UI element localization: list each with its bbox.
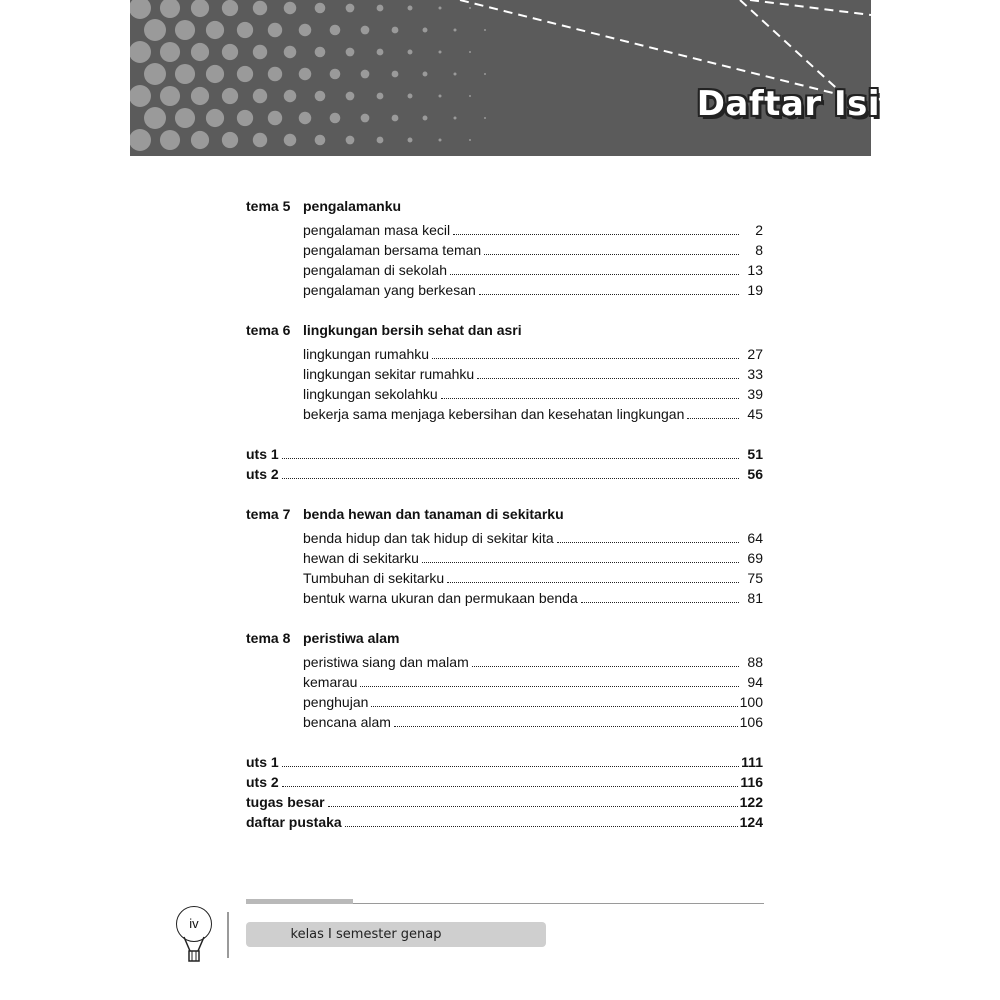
dot-leader — [557, 529, 739, 543]
toc-entry-daftar-pustaka[interactable] — [246, 812, 763, 832]
halftone-dot — [253, 45, 267, 59]
entry-label: bekerja sama menjaga kebersihan dan kesehatan lingkungan — [303, 406, 685, 422]
halftone-dot — [484, 73, 486, 75]
halftone-dot — [268, 67, 282, 81]
theme-title: peristiwa alam — [303, 630, 400, 646]
entry-label: bentuk warna ukuran dan permukaan benda — [303, 590, 578, 606]
table-of-contents — [246, 196, 763, 832]
dot-leader — [345, 813, 738, 827]
halftone-dot — [408, 94, 413, 99]
page-number-badge — [176, 906, 212, 962]
entry-page: 88 — [747, 654, 763, 670]
theme-heading-6[interactable] — [246, 320, 763, 340]
halftone-dot — [206, 65, 224, 83]
entry-page: 111 — [741, 754, 763, 770]
dot-leader — [479, 281, 739, 295]
halftone-dot — [439, 51, 442, 54]
halftone-dot — [160, 130, 180, 150]
entry-label: lingkungan rumahku — [303, 346, 430, 362]
halftone-dot — [346, 92, 355, 101]
balloon-basket-icon — [176, 906, 212, 966]
entry-label: uts 1 — [246, 446, 279, 462]
halftone-dot — [253, 89, 267, 103]
halftone-dot — [222, 44, 238, 60]
entry-label: lingkungan sekolahku — [303, 386, 438, 402]
halftone-dot — [191, 0, 209, 17]
halftone-dot — [284, 2, 297, 15]
dot-leader — [282, 445, 739, 459]
halftone-dot — [130, 0, 151, 19]
halftone-dot — [237, 110, 253, 126]
halftone-dot — [484, 117, 486, 119]
halftone-dot — [284, 134, 297, 147]
halftone-dot — [377, 93, 384, 100]
theme-title: pengalamanku — [303, 198, 402, 214]
toc-entry[interactable] — [303, 588, 763, 608]
dot-leader — [450, 261, 739, 275]
halftone-dot — [423, 28, 428, 33]
entry-page: 19 — [747, 282, 763, 298]
toc-entry[interactable] — [303, 652, 763, 672]
halftone-dot — [377, 49, 384, 56]
dot-leader — [394, 713, 738, 727]
dot-leader — [328, 793, 738, 807]
dot-pattern-decoration — [130, 0, 871, 156]
dot-leader — [472, 653, 739, 667]
dot-leader — [484, 241, 739, 255]
toc-entry[interactable] — [303, 692, 763, 712]
toc-entry[interactable] — [303, 364, 763, 384]
entry-label: peristiwa siang dan malam — [303, 654, 469, 670]
halftone-dot — [253, 133, 267, 147]
halftone-dot — [160, 0, 180, 18]
entry-page: 27 — [747, 346, 763, 362]
halftone-dot — [222, 132, 238, 148]
entry-label: hewan di sekitarku — [303, 550, 419, 566]
halftone-dot — [299, 24, 312, 37]
theme-number: tema 7 — [246, 506, 291, 522]
entry-label: kemarau — [303, 674, 358, 690]
footer-divider — [227, 912, 229, 958]
halftone-dot — [330, 25, 341, 36]
entry-page: 75 — [747, 570, 763, 586]
entry-page: 8 — [755, 242, 763, 258]
dot-leader — [282, 753, 739, 767]
halftone-dot — [130, 41, 151, 63]
halftone-dot — [469, 95, 471, 97]
theme-number: tema 5 — [246, 198, 291, 214]
page-number: iv — [189, 916, 199, 931]
halftone-dot — [206, 21, 224, 39]
theme-title: benda hewan dan tanaman di sekitarku — [303, 506, 564, 522]
halftone-dot — [469, 139, 471, 141]
halftone-dot — [144, 19, 166, 41]
theme-number: tema 8 — [246, 630, 291, 646]
entry-page: 106 — [739, 714, 763, 730]
halftone-dot — [330, 113, 341, 124]
halftone-dot — [144, 63, 166, 85]
toc-entry-uts-1-final[interactable] — [246, 752, 763, 772]
halftone-dot — [160, 86, 180, 106]
halftone-dot — [423, 72, 428, 77]
halftone-dot — [299, 68, 312, 81]
halftone-dot — [130, 129, 151, 151]
halftone-dot — [315, 3, 326, 14]
toc-entry[interactable] — [303, 528, 763, 548]
halftone-dot — [175, 20, 195, 40]
page-title: Daftar Isi — [696, 84, 880, 124]
halftone-dot — [454, 73, 457, 76]
dot-leader — [581, 589, 739, 603]
halftone-dot — [361, 70, 370, 79]
halftone-dot — [237, 22, 253, 38]
toc-entry[interactable] — [303, 344, 763, 364]
halftone-dot — [160, 42, 180, 62]
halftone-dot — [377, 5, 384, 12]
entry-label: uts 2 — [246, 774, 279, 790]
toc-entry[interactable] — [303, 280, 763, 300]
dot-leader — [477, 365, 739, 379]
dot-leader — [282, 465, 739, 479]
halftone-dot — [408, 50, 413, 55]
halftone-dot — [268, 111, 282, 125]
halftone-dot — [346, 48, 355, 57]
dot-leader — [282, 773, 739, 787]
halftone-dot — [346, 4, 355, 13]
entry-page: 122 — [739, 794, 763, 810]
toc-entry[interactable] — [303, 240, 763, 260]
halftone-dot — [191, 43, 209, 61]
entry-page: 45 — [747, 406, 763, 422]
halftone-dot — [237, 66, 253, 82]
entry-page: 64 — [747, 530, 763, 546]
halftone-dot — [206, 109, 224, 127]
theme-heading-7[interactable] — [246, 504, 763, 524]
halftone-dot — [130, 85, 151, 107]
halftone-dot — [454, 29, 457, 32]
dot-leader — [360, 673, 739, 687]
entry-label: lingkungan sekitar rumahku — [303, 366, 475, 382]
halftone-dot — [439, 139, 442, 142]
halftone-dot — [330, 69, 341, 80]
halftone-dot — [346, 136, 355, 145]
halftone-dot — [392, 27, 399, 34]
halftone-dot — [299, 112, 312, 125]
theme-number: tema 6 — [246, 322, 291, 338]
entry-page: 69 — [747, 550, 763, 566]
entry-page: 2 — [755, 222, 763, 238]
toc-entry[interactable] — [303, 220, 763, 240]
dot-leader — [687, 405, 739, 419]
halftone-dot — [484, 29, 486, 31]
halftone-dot — [268, 23, 282, 37]
entry-page: 39 — [747, 386, 763, 402]
toc-entry[interactable] — [303, 384, 763, 404]
entry-page: 94 — [747, 674, 763, 690]
halftone-dot — [361, 26, 370, 35]
footer-accent-rule — [246, 899, 353, 904]
footer-caption: kelas I semester genap — [290, 927, 442, 942]
entry-label: uts 2 — [246, 466, 279, 482]
entry-page: 100 — [739, 694, 763, 710]
entry-label: pengalaman bersama teman — [303, 242, 482, 258]
halftone-dot — [315, 91, 326, 102]
halftone-dot — [222, 88, 238, 104]
entry-page: 13 — [747, 262, 763, 278]
halftone-dot — [253, 1, 267, 15]
entry-label: penghujan — [303, 694, 369, 710]
halftone-dot — [315, 135, 326, 146]
header-banner — [130, 0, 871, 156]
entry-label: pengalaman yang berkesan — [303, 282, 476, 298]
entry-page: 81 — [747, 590, 763, 606]
dot-leader — [441, 385, 739, 399]
halftone-dot — [392, 71, 399, 78]
toc-entry[interactable] — [303, 672, 763, 692]
entry-page: 51 — [747, 446, 763, 462]
toc-entry[interactable] — [303, 548, 763, 568]
theme-heading-8[interactable] — [246, 628, 763, 648]
halftone-dot — [423, 116, 428, 121]
halftone-dot — [361, 114, 370, 123]
halftone-dot — [284, 90, 297, 103]
halftone-dot — [469, 51, 471, 53]
entry-page: 116 — [740, 774, 763, 790]
halftone-dot — [144, 107, 166, 129]
dot-leader — [422, 549, 739, 563]
theme-title: lingkungan bersih sehat dan asri — [303, 322, 522, 338]
entry-label: tugas besar — [246, 794, 325, 810]
halftone-dot — [408, 138, 413, 143]
theme-heading-5[interactable] — [246, 196, 763, 216]
halftone-dot — [315, 47, 326, 58]
toc-entry[interactable] — [303, 260, 763, 280]
halftone-dot — [392, 115, 399, 122]
footer-caption-bar — [246, 922, 546, 947]
dot-leader — [432, 345, 739, 359]
toc-entry-uts-2-final[interactable] — [246, 772, 763, 792]
entry-page: 56 — [747, 466, 763, 482]
halftone-dot — [408, 6, 413, 11]
entry-label: daftar pustaka — [246, 814, 342, 830]
halftone-dot — [175, 64, 195, 84]
halftone-dot — [454, 117, 457, 120]
halftone-dot — [439, 95, 442, 98]
entry-label: pengalaman masa kecil — [303, 222, 451, 238]
toc-entry[interactable] — [303, 404, 763, 424]
halftone-dot — [191, 87, 209, 105]
dot-leader — [447, 569, 739, 583]
toc-entry-uts-1[interactable] — [246, 444, 763, 464]
halftone-dot — [222, 0, 238, 16]
entry-label: benda hidup dan tak hidup di sekitar kita — [303, 530, 554, 546]
halftone-dot — [377, 137, 384, 144]
halftone-dot — [175, 108, 195, 128]
dot-leader — [453, 221, 739, 235]
entry-label: Tumbuhan di sekitarku — [303, 570, 445, 586]
entry-label: pengalaman di sekolah — [303, 262, 447, 278]
toc-entry-uts-2[interactable] — [246, 464, 763, 484]
toc-entry[interactable] — [303, 568, 763, 588]
dot-leader — [371, 693, 737, 707]
entry-label: bencana alam — [303, 714, 391, 730]
footer-rule — [353, 903, 764, 904]
entry-label: uts 1 — [246, 754, 279, 770]
entry-page: 124 — [739, 814, 763, 830]
halftone-dot — [469, 7, 471, 9]
toc-entry-tugas-besar[interactable] — [246, 792, 763, 812]
halftone-dot — [191, 131, 209, 149]
entry-page: 33 — [747, 366, 763, 382]
halftone-dot — [439, 7, 442, 10]
halftone-dot — [284, 46, 297, 59]
toc-entry[interactable] — [303, 712, 763, 732]
